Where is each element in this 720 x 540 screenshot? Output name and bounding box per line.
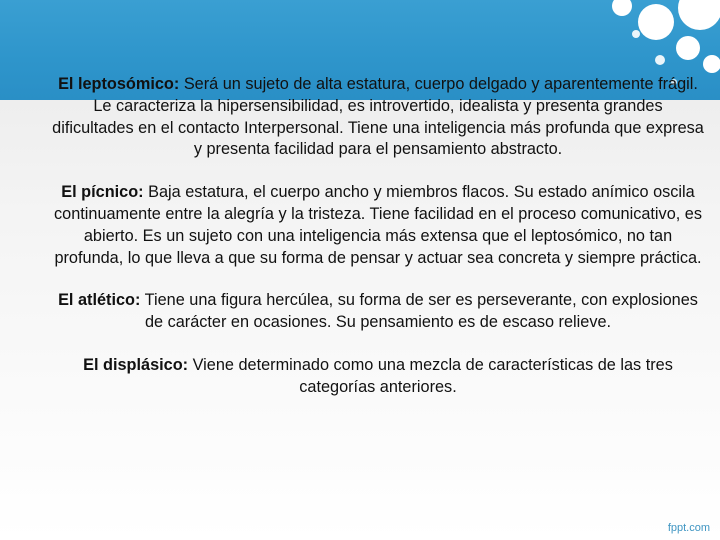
term-description: Viene determinado como una mezcla de características de las tres categorías anteriores. bbox=[188, 355, 673, 396]
term-description: Será un sujeto de alta estatura, cuerpo delgado y aparentemente frágil. Le caracteriza la hipersensibilidad, es introvertido, idealista y presenta grandes dificultades en el contacto Interpersonal. Tiene una inteligencia más profunda que expresa y presenta facilidad para el pensamiento abstracto. bbox=[52, 75, 704, 159]
paragraph-atletico bbox=[52, 290, 704, 334]
term-label: El pícnico: bbox=[61, 183, 144, 202]
paragraph-picnico bbox=[52, 182, 704, 269]
paragraph-displasico bbox=[52, 355, 704, 399]
term-description: Baja estatura, el cuerpo ancho y miembros flacos. Su estado anímico oscila continuamente entre la alegría y la tristeza. Tiene facilidad en el proceso comunicativo, es abierto. Es un sujeto con una inteligencia más extensa que el leptosómico, no tan profunda, lo que lleva a que su forma de pensar y actuar sea concreta y siempre práctica. bbox=[54, 183, 702, 267]
term-label: El atlético: bbox=[58, 291, 141, 310]
term-label: El displásico: bbox=[83, 355, 189, 374]
term-label: El leptosómico: bbox=[58, 75, 180, 93]
text-body bbox=[52, 74, 704, 420]
paragraph-leptosomico bbox=[52, 74, 704, 161]
footer-watermark: fppt.com bbox=[667, 522, 710, 534]
term-description: Tiene una figura hercúlea, su forma de ser es perseverante, con explosiones de carácter en ocasiones. Su pensamiento es de escaso relieve. bbox=[140, 291, 698, 332]
